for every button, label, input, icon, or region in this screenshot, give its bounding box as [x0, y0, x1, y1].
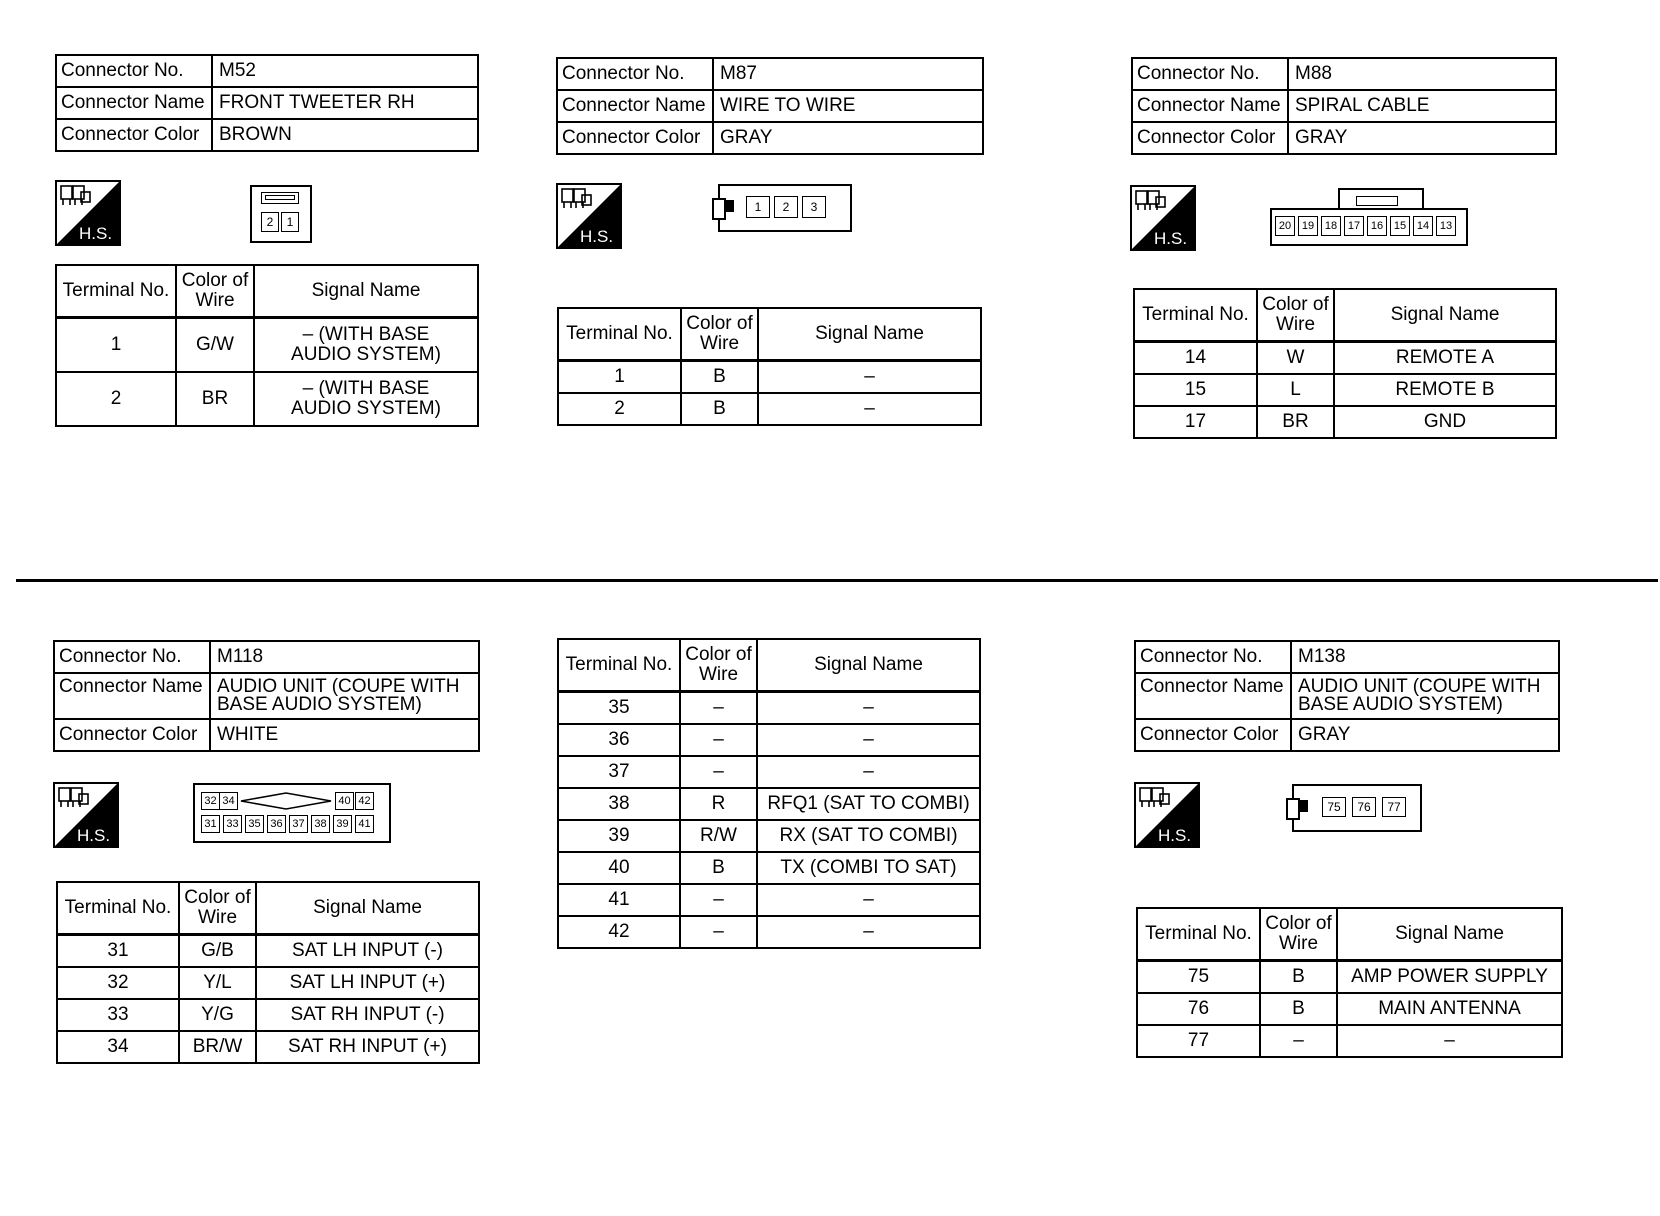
- pin-label: 18: [1321, 216, 1341, 236]
- connector-name: AUDIO UNIT (COUPE WITH BASE AUDIO SYSTEM): [1291, 673, 1559, 719]
- pin-label: 40: [335, 792, 354, 810]
- hs-badge-icon: [55, 180, 121, 251]
- connector-name: SPIRAL CABLE: [1288, 90, 1556, 122]
- table-row: 15 L REMOTE B: [1134, 374, 1556, 406]
- hs-label: H.S.: [1158, 826, 1192, 845]
- pin-label: 77: [1382, 797, 1406, 817]
- label: Connector Color: [1132, 122, 1288, 154]
- pin-label: 75: [1322, 797, 1346, 817]
- label: Connector Name: [54, 673, 210, 719]
- label: Connector Color: [56, 119, 212, 151]
- col-terminal: Terminal No.: [57, 882, 179, 935]
- pin-label: 2: [774, 196, 798, 218]
- col-terminal: Terminal No.: [558, 308, 681, 361]
- table-row: 77 – –: [1137, 1025, 1562, 1057]
- pin-label: 42: [355, 792, 374, 810]
- pin-label: 33: [223, 815, 242, 833]
- hs-label: H.S.: [1154, 229, 1188, 248]
- section-divider: [16, 579, 1658, 582]
- pin-label: 1: [746, 196, 770, 218]
- col-wire: Color of Wire: [176, 265, 254, 318]
- label: Connector Name: [557, 90, 713, 122]
- col-wire: Color of Wire: [681, 308, 758, 361]
- pin-label: 38: [311, 815, 330, 833]
- terminal-table-m118: [56, 881, 480, 1064]
- pin-label: 17: [1344, 216, 1364, 236]
- col-terminal: Terminal No.: [56, 265, 176, 318]
- connector-color: WHITE: [210, 719, 479, 751]
- col-signal: Signal Name: [254, 265, 478, 318]
- pin-label: 36: [267, 815, 286, 833]
- label: Connector Name: [1132, 90, 1288, 122]
- table-row: 40 B TX (COMBI TO SAT): [558, 852, 980, 884]
- pin-label: 16: [1367, 216, 1387, 236]
- connector-color: GRAY: [713, 122, 983, 154]
- pin-label: 20: [1275, 216, 1295, 236]
- col-signal: Signal Name: [757, 639, 980, 692]
- connector-no: M87: [713, 58, 983, 90]
- hs-badge-icon: [1134, 782, 1200, 853]
- hs-label: H.S.: [580, 227, 614, 246]
- pin-label: 32: [201, 792, 220, 810]
- col-wire: Color of Wire: [179, 882, 256, 935]
- label: Connector No.: [1132, 58, 1288, 90]
- table-row: 36 – –: [558, 724, 980, 756]
- diamond-gap-icon: [239, 791, 333, 811]
- terminal-table-m118-cont: [557, 638, 981, 949]
- connector-face-m138-icon: [1292, 784, 1422, 832]
- label: Connector No.: [56, 55, 212, 87]
- table-row: 2 BR – (WITH BASE AUDIO SYSTEM): [56, 372, 478, 426]
- connector-info-m52: [55, 54, 479, 152]
- pin-label: 76: [1352, 797, 1376, 817]
- connector-info-m87: [556, 57, 984, 155]
- connector-name: WIRE TO WIRE: [713, 90, 983, 122]
- connector-no: M138: [1291, 641, 1559, 673]
- col-terminal: Terminal No.: [558, 639, 680, 692]
- connector-info-m118: [53, 640, 480, 752]
- terminal-table-m87: [557, 307, 982, 426]
- hs-badge-icon: [556, 183, 622, 254]
- terminal-table-m88: [1133, 288, 1557, 439]
- table-row: 34 BR/W SAT RH INPUT (+): [57, 1031, 479, 1063]
- pin-label: 14: [1413, 216, 1433, 236]
- col-wire: Color of Wire: [1260, 908, 1337, 961]
- terminal-table-m52: [55, 264, 479, 427]
- pin-label: 15: [1390, 216, 1410, 236]
- table-row: 38 R RFQ1 (SAT TO COMBI): [558, 788, 980, 820]
- connector-face-m87-icon: [718, 184, 852, 232]
- table-row: 2 B –: [558, 393, 981, 425]
- pin-label: 2: [261, 212, 279, 232]
- pin-label: 37: [289, 815, 308, 833]
- hs-badge-icon: [53, 782, 119, 853]
- table-row: 1 B –: [558, 361, 981, 394]
- table-row: 33 Y/G SAT RH INPUT (-): [57, 999, 479, 1031]
- connector-info-m138: [1134, 640, 1560, 752]
- pin-label: 34: [219, 792, 238, 810]
- col-terminal: Terminal No.: [1137, 908, 1260, 961]
- col-wire: Color of Wire: [1257, 289, 1334, 342]
- pin-label: 3: [802, 196, 826, 218]
- connector-info-m88: [1131, 57, 1557, 155]
- col-signal: Signal Name: [1334, 289, 1556, 342]
- table-row: 42 – –: [558, 916, 980, 948]
- col-terminal: Terminal No.: [1134, 289, 1257, 342]
- label: Connector Name: [56, 87, 212, 119]
- pin-label: 1: [281, 212, 299, 232]
- connector-color: GRAY: [1288, 122, 1556, 154]
- connector-color: BROWN: [212, 119, 478, 151]
- pin-label: 41: [355, 815, 374, 833]
- col-signal: Signal Name: [758, 308, 981, 361]
- table-row: 32 Y/L SAT LH INPUT (+): [57, 967, 479, 999]
- connector-face-m52-icon: [250, 185, 312, 243]
- connector-name: AUDIO UNIT (COUPE WITH BASE AUDIO SYSTEM): [210, 673, 479, 719]
- label: Connector No.: [557, 58, 713, 90]
- table-row: 39 R/W RX (SAT TO COMBI): [558, 820, 980, 852]
- label: Connector Color: [557, 122, 713, 154]
- pin-label: 19: [1298, 216, 1318, 236]
- col-wire: Color of Wire: [680, 639, 757, 692]
- table-row: 41 – –: [558, 884, 980, 916]
- connector-name: FRONT TWEETER RH: [212, 87, 478, 119]
- label: Connector Color: [1135, 719, 1291, 751]
- connector-face-m88-icon: [1270, 188, 1468, 246]
- col-signal: Signal Name: [1337, 908, 1562, 961]
- pin-label: 13: [1436, 216, 1456, 236]
- pin-label: 39: [333, 815, 352, 833]
- col-signal: Signal Name: [256, 882, 479, 935]
- connector-face-m118-icon: [193, 783, 391, 843]
- table-row: 75 B AMP POWER SUPPLY: [1137, 961, 1562, 994]
- label: Connector Name: [1135, 673, 1291, 719]
- table-row: 35 – –: [558, 692, 980, 725]
- table-row: 14 W REMOTE A: [1134, 342, 1556, 375]
- table-row: 37 – –: [558, 756, 980, 788]
- terminal-table-m138: [1136, 907, 1563, 1058]
- connector-no: M118: [210, 641, 479, 673]
- label: Connector No.: [54, 641, 210, 673]
- label: Connector No.: [1135, 641, 1291, 673]
- connector-no: M88: [1288, 58, 1556, 90]
- hs-label: H.S.: [77, 826, 111, 845]
- connector-no: M52: [212, 55, 478, 87]
- pin-label: 35: [245, 815, 264, 833]
- pin-label: 31: [201, 815, 220, 833]
- table-row: 76 B MAIN ANTENNA: [1137, 993, 1562, 1025]
- table-row: 31 G/B SAT LH INPUT (-): [57, 935, 479, 968]
- hs-label: H.S.: [79, 224, 113, 243]
- table-row: 17 BR GND: [1134, 406, 1556, 438]
- connector-color: GRAY: [1291, 719, 1559, 751]
- hs-badge-icon: [1130, 185, 1196, 256]
- table-row: 1 G/W – (WITH BASE AUDIO SYSTEM): [56, 318, 478, 373]
- label: Connector Color: [54, 719, 210, 751]
